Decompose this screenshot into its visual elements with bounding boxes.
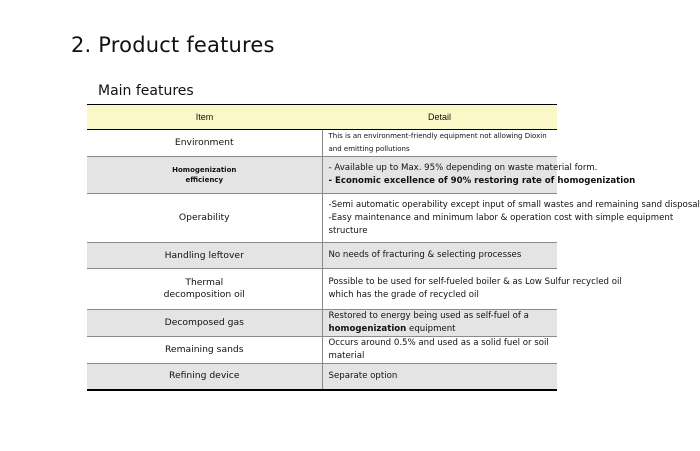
detail-line: Possible to be used for self-fueled boiler & as Low Sulfur recycled oil: [328, 277, 622, 287]
row-item: Operability: [87, 194, 322, 243]
row-item: Handling leftover: [87, 243, 322, 269]
features-table: [87, 104, 700, 391]
page-title: 2. Product features: [71, 33, 275, 57]
row-detail: Occurs around 0.5% and used as a solid fuel or soil material: [322, 337, 557, 364]
row-item-line: decomposition oil: [163, 289, 245, 300]
detail-text: equipment: [406, 324, 456, 334]
detail-bold-text: homogenization: [328, 324, 407, 334]
detail-line: -Easy maintenance and minimum labor & operation cost with simple equipment: [328, 212, 674, 223]
header-detail: Detail: [322, 105, 557, 130]
header-item: Item: [87, 105, 322, 130]
row-item: Decomposed gas: [87, 310, 322, 337]
row-item-line: efficiency: [185, 176, 224, 184]
table-row: [87, 157, 557, 194]
row-item: Remaining sands: [87, 337, 322, 364]
table-row: [87, 269, 557, 310]
table-row: [87, 337, 557, 364]
detail-line: structure: [328, 225, 368, 236]
row-item: Environment: [87, 130, 322, 157]
detail-line: - Available up to Max. 95% depending on waste material form.: [328, 163, 598, 173]
row-item: [87, 157, 322, 194]
row-item-line: Homogenization: [172, 166, 237, 174]
detail-text: Restored to energy being used as self-fuel of a: [328, 311, 529, 321]
table-row: [87, 364, 557, 390]
table-row: [87, 194, 557, 243]
table-row: [87, 310, 557, 337]
row-item: Refining device: [87, 364, 322, 390]
row-item-line: Thermal: [185, 277, 224, 288]
row-detail: [322, 194, 700, 243]
row-detail: [322, 310, 557, 337]
detail-line: which has the grade of recycled oil: [328, 290, 479, 300]
table-row: [87, 243, 557, 269]
row-item: [87, 269, 322, 310]
row-detail: [322, 157, 636, 194]
detail-line: -Semi automatic operability except input of small wastes and remaining sand disposal: [328, 199, 700, 210]
row-detail: No needs of fracturing & selecting processes: [322, 243, 557, 269]
detail-line: - Economic excellence of 90% restoring rate of homogenization: [328, 176, 636, 186]
row-detail: [322, 269, 622, 310]
row-detail: Separate option: [322, 364, 557, 390]
section-title: Main features: [98, 83, 194, 99]
table-header-row: [87, 105, 557, 130]
table-row: [87, 130, 557, 157]
row-detail: This is an environment-friendly equipment not allowing Dioxin and emitting pollutions: [322, 130, 557, 157]
